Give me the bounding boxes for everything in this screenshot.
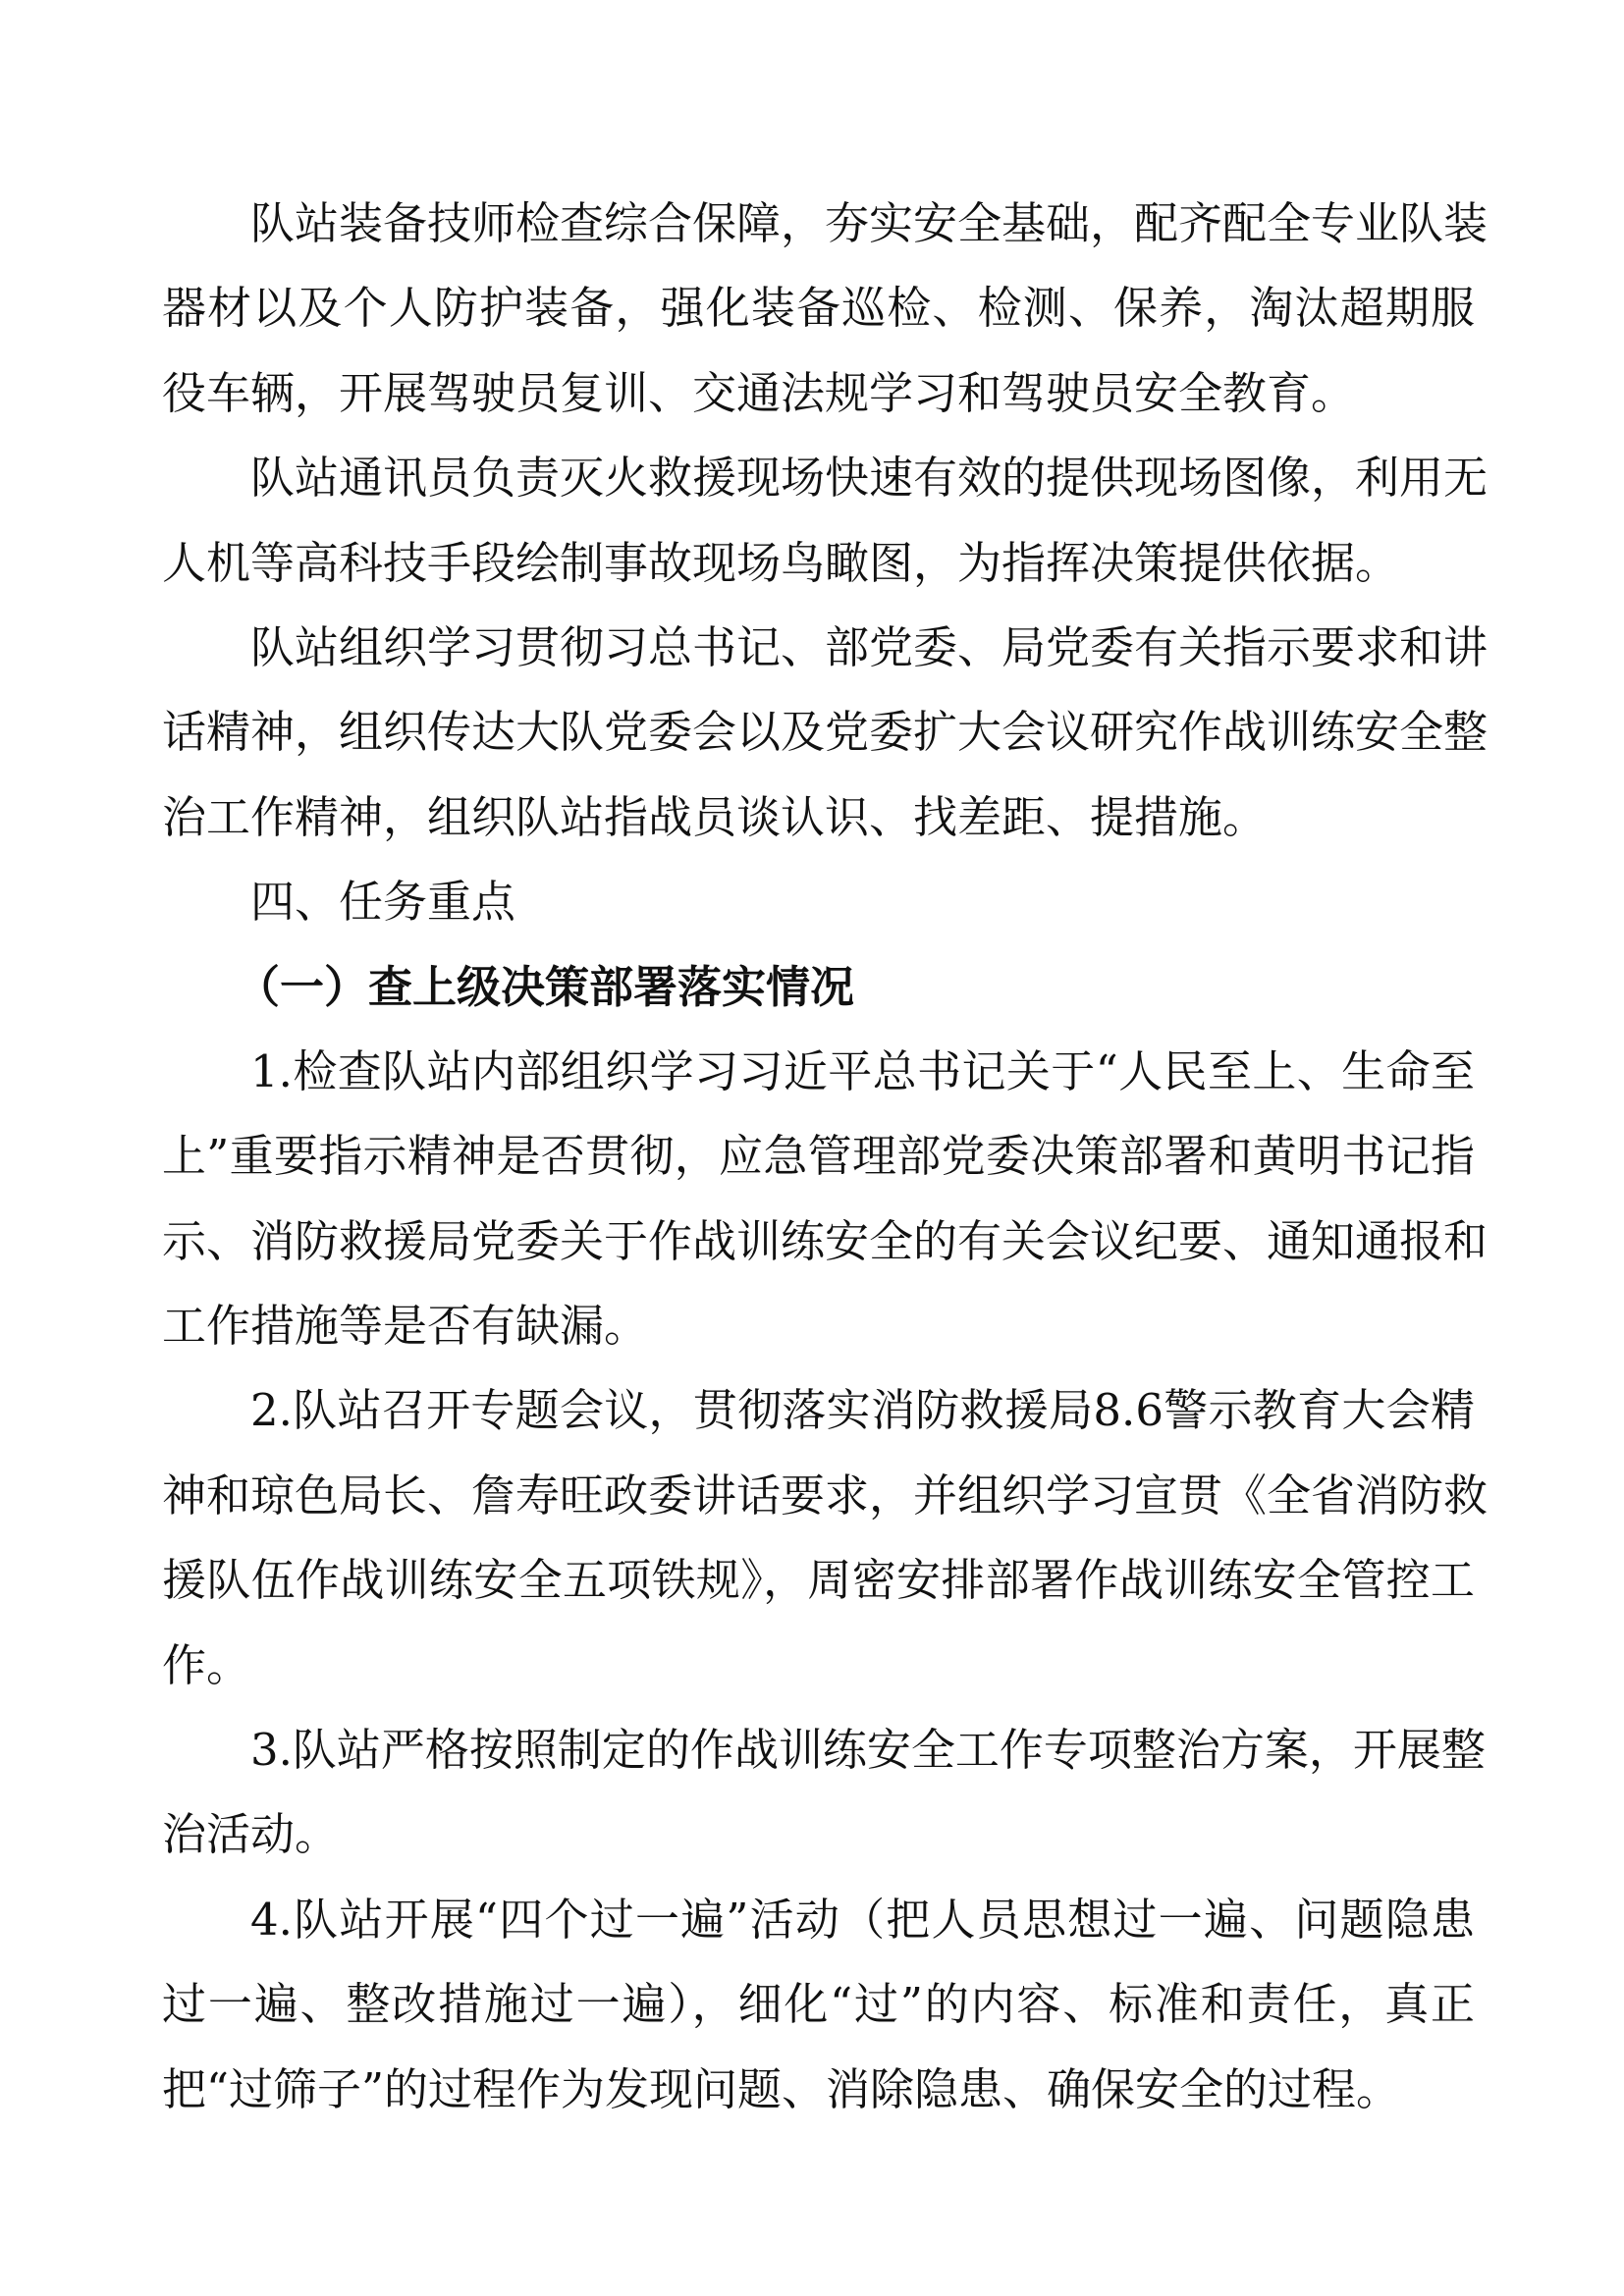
text-line: 役车辆，开展驾驶员复训、交通法规学习和驾驶员安全教育。	[162, 366, 1356, 419]
text-line: 作。	[162, 1638, 251, 1691]
subsection-heading	[162, 945, 1475, 1030]
section-heading	[162, 860, 1475, 944]
text-line: 1.检查队站内部组织学习习近平总书记关于“人民至上、生命至	[250, 1044, 1475, 1097]
paragraph	[162, 436, 1489, 606]
text-line: 话精神，组织传达大队党委会以及党委扩大会议研究作战训练安全整	[162, 706, 1489, 759]
text-line: 示、消防救援局党委关于作战训练安全的有关会议纪要、通知通报和	[162, 1214, 1489, 1267]
paragraph	[162, 182, 1489, 436]
text-line: （一）查上级决策部署落实情况	[236, 960, 855, 1013]
text-line: 援队伍作战训练安全五项铁规》，周密安排部署作战训练安全管控工	[162, 1554, 1475, 1607]
text-line: 四、任务重点	[250, 876, 516, 929]
text-line: 神和琼色局长、詹寿旺政委讲话要求，并组织学习宣贯《全省消防救	[162, 1468, 1489, 1522]
text-line: 人机等高科技手段绘制事故现场鸟瞰图，为指挥决策提供依据。	[162, 536, 1400, 589]
paragraph	[162, 1878, 1475, 2132]
text-line: 过一遍、整改措施过一遍），细化“过”的内容、标准和责任，真正	[162, 1978, 1475, 2031]
paragraph	[162, 1368, 1489, 1708]
text-line: 把“过筛子”的过程作为发现问题、消除隐患、确保安全的过程。	[162, 2062, 1401, 2115]
paragraph	[162, 1708, 1486, 1878]
text-line: 治活动。	[162, 1808, 340, 1861]
paragraph	[162, 1030, 1489, 1369]
text-line: 队站组织学习贯彻习总书记、部党委、局党委有关指示要求和讲	[250, 620, 1489, 673]
paragraph	[162, 606, 1489, 860]
text-line: 3.队站严格按照制定的作战训练安全工作专项整治方案，开展整	[250, 1724, 1486, 1777]
text-line: 队站装备技师检查综合保障，夯实安全基础，配齐配全专业队装	[250, 197, 1489, 249]
text-line: 器材以及个人防护装备，强化装备巡检、检测、保养，淘汰超期服	[162, 282, 1475, 335]
text-line: 2.队站召开专题会议，贯彻落实消防救援局8.6警示教育大会精	[250, 1384, 1475, 1437]
text-line: 队站通讯员负责灭火救援现场快速有效的提供现场图像，利用无	[250, 452, 1489, 505]
text-line: 4.队站开展“四个过一遍”活动（把人员思想过一遍、问题隐患	[250, 1893, 1475, 1946]
text-line: 工作措施等是否有缺漏。	[162, 1300, 649, 1353]
text-line: 治工作精神，组织队站指战员谈认识、找差距、提措施。	[162, 790, 1268, 843]
document-page	[162, 182, 1489, 2132]
text-line: 上”重要指示精神是否贯彻，应急管理部党委决策部署和黄明书记指	[162, 1130, 1475, 1183]
